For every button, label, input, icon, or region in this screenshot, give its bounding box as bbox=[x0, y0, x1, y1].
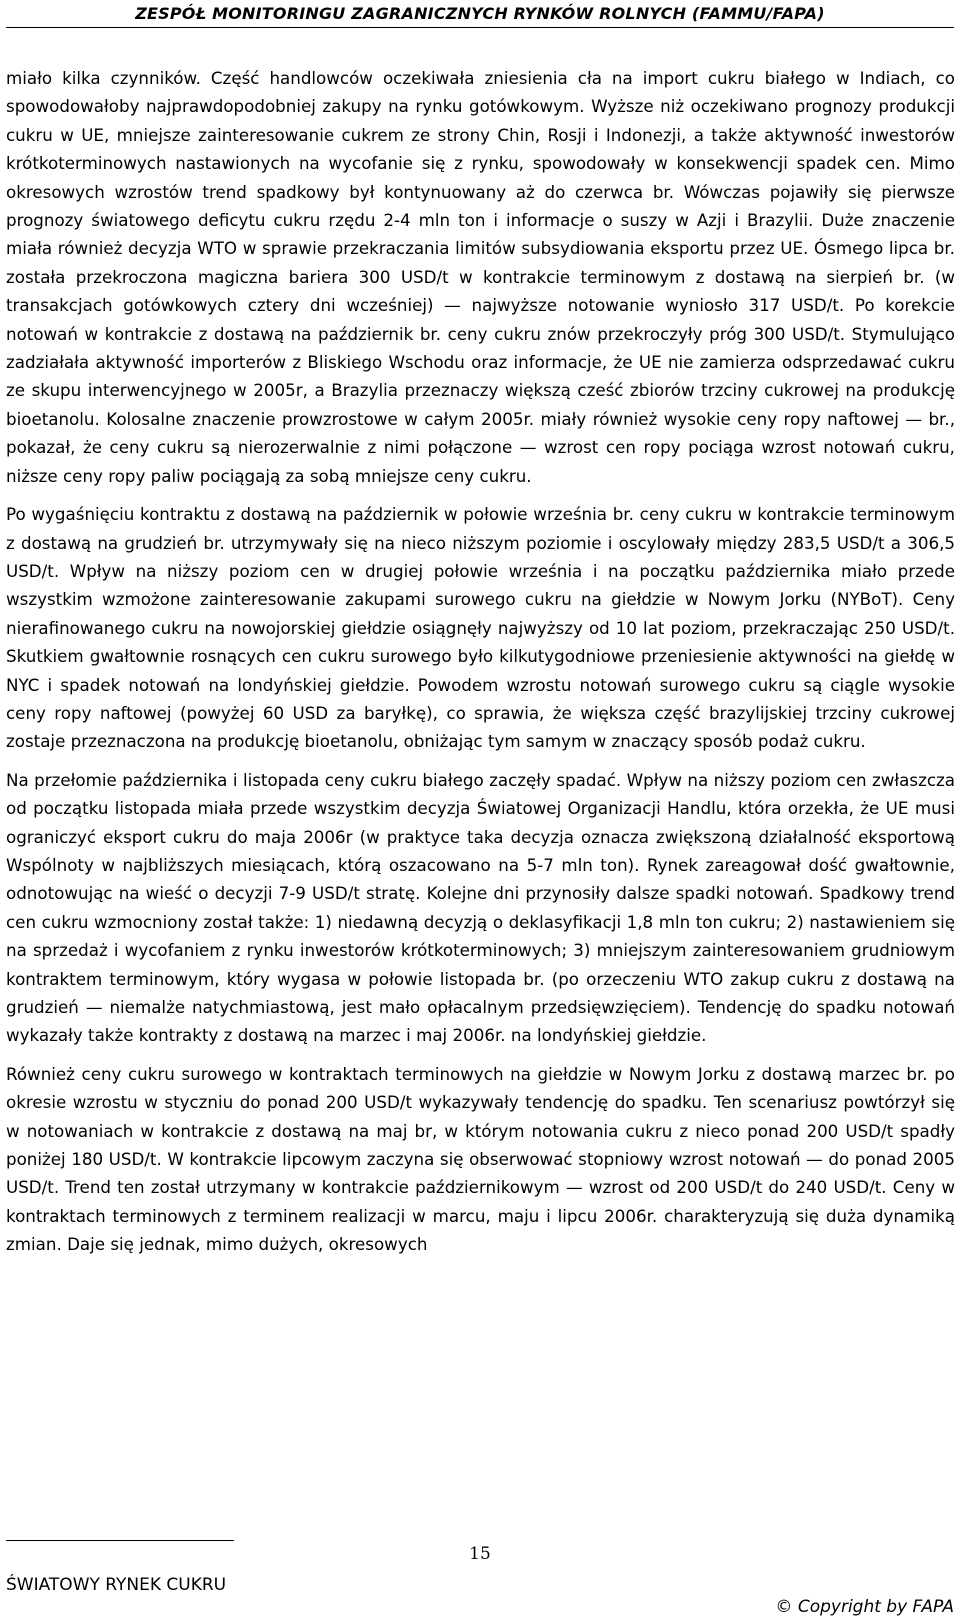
page-number: 15 bbox=[469, 1544, 491, 1564]
footer-publication-title: ŚWIATOWY RYNEK CUKRU bbox=[6, 1575, 227, 1595]
footer-divider bbox=[6, 1540, 234, 1541]
paragraph-4: Również ceny cukru surowego w kontraktach terminowych na giełdzie w Nowym Jorku z dostawą marzec br. po okresie wzrostu w styczniu do ponad 200 USD/t wykazywały tendencję do spadku. Ten scenariusz powtórzył się w notowaniach w kontrakcie z dostawą na maj br, w którym notowania cukru z nieco ponad 200 USD/t spadły poniżej 180 USD/t. W kontrakcie lipcowym zaczyna się obserwować stopniowy wzrost notowań — do ponad 2005 USD/t. Trend ten został utrzymany w kontrakcie październikowym — wzrost od 200 USD/t do 240 USD/t. Ceny w kontraktach terminowych z terminem realizacji w marcu, maju i lipcu 2006r. charakteryzują się duża dynamiką zmian. Daje się jednak, mimo dużych, okresowych bbox=[6, 1063, 955, 1255]
page-header bbox=[0, 0, 960, 30]
paragraph-1: miało kilka czynników. Część handlowców oczekiwała zniesienia cła na import cukru białego w Indiach, co spowodowałoby najprawdopodobniej zakupy na rynku gotówkowym. Wyższe niż oczekiwano prognozy produkcji cukru w UE, mniejsze zainteresowanie cukrem ze strony Chin, Rosji i Indonezji, a także aktywność inwestorów krótkoterminowych nastawionych na wycofanie się z rynku, spowodowały w konsekwencji spadek cen. Mimo okresowych wzrostów trend spadkowy był kontynuowany aż do czerwca br. Wówczas pojawiły się pierwsze prognozy światowego deficytu cukru rzędu 2-4 mln ton i informacje o suszy w Azji i Brazylii. Duże znaczenie miała również decyzja WTO w sprawie przekraczania limitów subsydiowania eksportu przez UE. Ósmego lipca br. została przekroczona magiczna bariera 300 USD/t w kontrakcie terminowym z dostawą na sierpień br. (w transakcjach gotówkowych cztery dni wcześniej) — najwyższe notowanie wyniosło 317 USD/t. Po korekcie notowań w kontrakcie z dostawą na październik br. ceny cukru znów przekroczyły próg 300 USD/t. Stymulująco zadziałała aktywność importerów z Bliskiego Wschodu oraz informacje, że UE nie zamierza odsprzedawać cukru ze skupu interwencyjnego w 2005r, a Brazylia przeznaczy większą cześć zbiorów trzciny cukrowej na produkcję bioetanolu. Kolosalne znaczenie prowzrostowe w całym 2005r. miały również wysokie ceny ropy naftowej — br., pokazał, że ceny cukru są nierozerwalnie z nimi połączone — wzrost cen ropy pociąga wzrost notowań cukru, niższe ceny ropy paliw pociągają za sobą mniejsze ceny cukru. bbox=[6, 68, 955, 486]
header-divider bbox=[6, 27, 954, 28]
paragraph-2: Po wygaśnięciu kontraktu z dostawą na październik w połowie września br. ceny cukru w kontrakcie terminowym z dostawą na grudzień br. utrzymywały się na nieco niższym poziomie i oscylowały między 283,5 USD/t a 306,5 USD/t. Wpływ na niższy poziom cen w drugiej połowie września i na początku października miało przede wszystkim wzmożone zainteresowanie zakupami surowego cukru na giełdzie w Nowym Jorku (NYBoT). Ceny nierafinowanego cukru na nowojorskiej giełdzie osiągnęły najwyższy od 10 lat poziom, przekraczając 250 USD/t. Skutkiem gwałtownie rosnących cen cukru surowego było kilkutygodniowe przeniesienie aktywności na giełdę w NYC i spadek notowań na londyńskiej giełdzie. Powodem wzrostu notowań surowego cukru są ciągle wysokie ceny ropy naftowej (powyżej 60 USD za baryłkę), co sprawia, że większa część brazylijskiej trzciny cukrowej zostaje przeznaczona na produkcję bioetanolu, obniżając tym samym w znaczący sposób podaż cukru. bbox=[6, 504, 955, 752]
paragraph-3: Na przełomie października i listopada ceny cukru białego zaczęły spadać. Wpływ na niższy poziom cen zwłaszcza od początku listopada miała przede wszystkim decyzja Światowej Organizacji Handlu, która orzekła, że UE musi ograniczyć eksport cukru do maja 2006r (w praktyce taka decyzja oznacza zwiększoną działalność eksportową Wspólnoty w najbliższych miesiącach, którą oszacowano na 5-7 mln ton). Rynek zareagował dość gwałtownie, odnotowując na wieść o decyzji 7-9 USD/t stratę. Kolejne dni przynosiły dalsze spadki notowań. Spadkowy trend cen cukru wzmocniony został także: 1) niedawną decyzją o deklasyfikacji 1,8 mln ton cukru; 2) nastawieniem się na sprzedaż i wycofaniem z rynku inwestorów krótkoterminowych; 3) mniejszym zainteresowaniem grudniowym kontraktem terminowym, który wygasa w połowie listopada br. (po orzeczeniu WTO zakup cukru z dostawą na grudzień — niemalże natychmiastową, jest mało opłacalnym przedsięwzięciem). Tendencję do spadku notowań wykazały także kontrakty z dostawą na marzec i maj 2006r. na londyńskiej giełdzie. bbox=[6, 769, 955, 1046]
footer-copyright: © Copyright by FAPA bbox=[775, 1597, 954, 1617]
header-title: ZESPÓŁ MONITORINGU ZAGRANICZNYCH RYNKÓW ROLNYCH (FAMMU/FAPA) bbox=[135, 4, 825, 23]
document-body bbox=[6, 64, 955, 1269]
